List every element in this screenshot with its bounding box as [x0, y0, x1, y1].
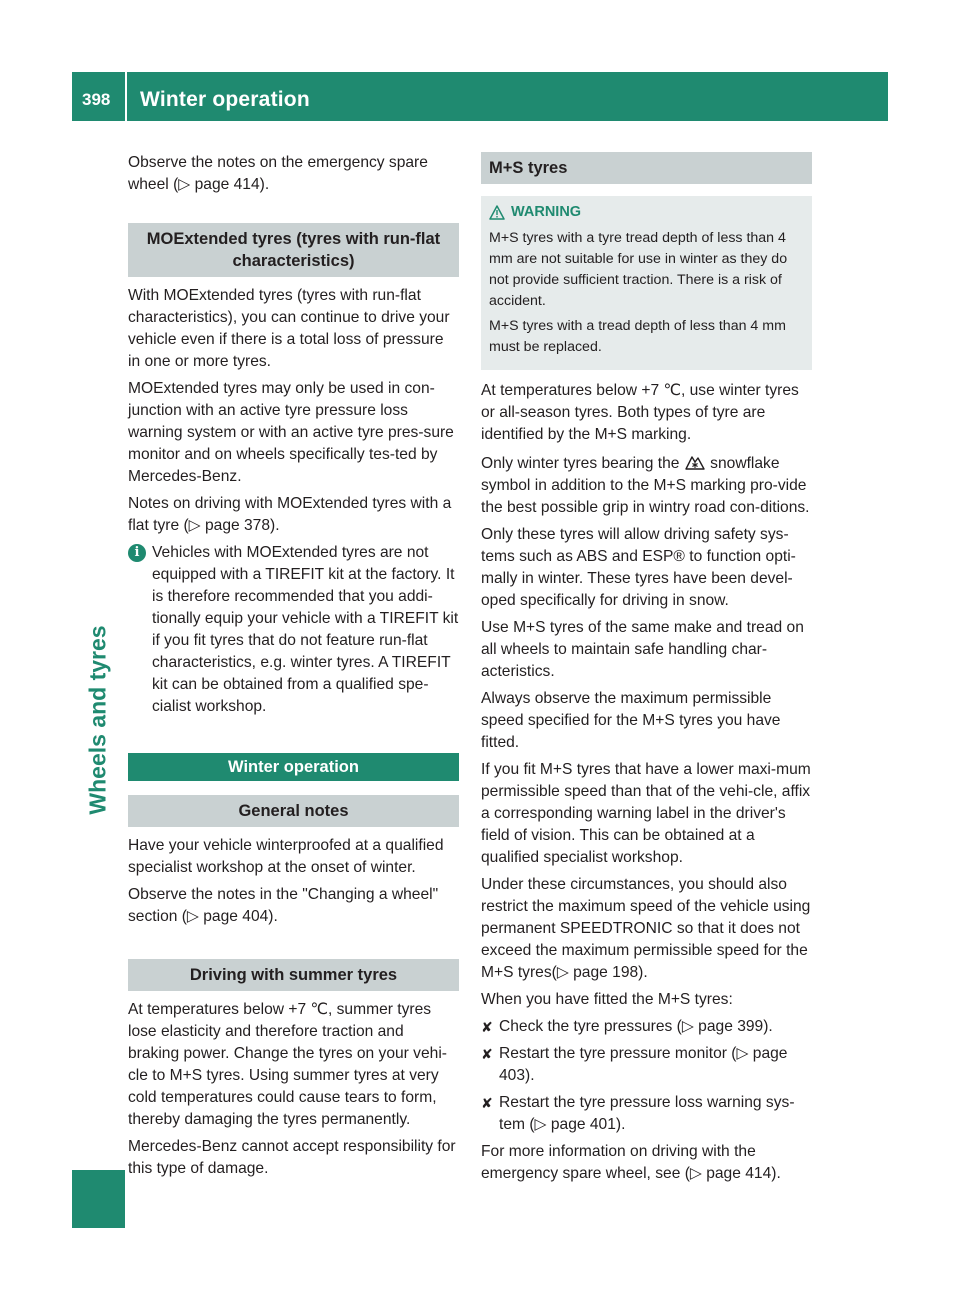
- left-column: [128, 152, 459, 1185]
- page-title: Winter operation: [140, 88, 310, 111]
- step-marker-icon: ✘: [481, 1046, 493, 1062]
- moextended-paragraph-2: MOExtended tyres may only be used in con-junction with an active tyre pressure loss warning system or with an active tyre pres-sure monitor and on wheels specifically tes-ted by Mercedes-Benz.: [128, 380, 454, 485]
- step-marker-icon: ✘: [481, 1095, 493, 1111]
- side-tab-marker: [72, 1170, 125, 1228]
- step-text: Restart the tyre pressure loss warning sys-tem (▷ page 401).: [499, 1094, 795, 1133]
- side-tab-label: Wheels and tyres: [84, 625, 111, 815]
- step-marker-icon: ✘: [481, 1019, 493, 1035]
- header-divider: [125, 72, 127, 121]
- info-note-text: Vehicles with MOExtended tyres are not equipped with a TIREFIT kit at the factory. It is therefore recommended that you addi-tionally equip your vehicle with a TIREFIT kit if you fit tyres that do not feature run-flat characteristics, e.g. winter tyres. A TIREFIT kit can be obtained from a qualified spe-cialist workshop.: [152, 544, 459, 715]
- warning-header: [489, 202, 806, 222]
- ms-paragraph-4: Use M+S tyres of the same make and tread on all wheels to maintain safe handling char-acteristics.: [481, 619, 804, 680]
- warning-paragraph-1: M+S tyres with a tyre tread depth of less than 4 mm are not suitable for use in winter as they do not provide sufficient traction. There is a risk of accident.: [489, 230, 788, 309]
- snowflake-mountain-icon: [684, 451, 706, 471]
- ms-paragraph-3: Only these tyres will allow driving safety sys-tems such as ABS and ESP® to function opti-mally in winter. These tyres have been devel-oped specifically for driving in snow.: [481, 526, 796, 609]
- ms-paragraph-7: Under these circumstances, you should also restrict the maximum speed of the vehicle using permanent SPEEDTRONIC so that it does not exceed the maximum permissible speed for the M+S tyres(▷ page 198).: [481, 876, 811, 981]
- info-icon: i: [128, 544, 146, 562]
- intro-paragraph: Observe the notes on the emergency spare wheel (▷ page 414).: [128, 154, 428, 193]
- right-column: [481, 152, 812, 1190]
- moextended-paragraph-3: Notes on driving with MOExtended tyres with a flat tyre (▷ page 378).: [128, 495, 452, 534]
- summer-paragraph-2: Mercedes-Benz cannot accept responsibility for this type of damage.: [128, 1138, 456, 1177]
- general-paragraph-1: Have your vehicle winterproofed at a qualified specialist workshop at the onset of winter.: [128, 837, 444, 876]
- snowflake-text-before: Only winter tyres bearing the: [481, 455, 680, 472]
- moextended-heading: MOExtended tyres (tyres with run-flat characteristics): [128, 223, 459, 277]
- step-text: Check the tyre pressures (▷ page 399).: [499, 1018, 773, 1035]
- info-note: [128, 542, 459, 723]
- general-paragraph-2: Observe the notes in the "Changing a wheel" section (▷ page 404).: [128, 886, 439, 925]
- warning-triangle-icon: [489, 205, 505, 220]
- summer-tyres-heading: Driving with summer tyres: [128, 959, 459, 991]
- ms-paragraph-1: At temperatures below +7 ℃, use winter tyres or all-season tyres. Both types of tyre are identified by the M+S marking.: [481, 382, 799, 443]
- ms-tyres-heading: M+S tyres: [481, 152, 812, 184]
- step-item: [481, 1043, 812, 1092]
- step-item: [481, 1016, 812, 1043]
- warning-paragraph-2: M+S tyres with a tread depth of less than 4 mm must be replaced.: [489, 318, 786, 355]
- snowflake-text-after: snowflake symbol in addition to the M+S marking pro-vide the best possible grip in wintry road con-ditions.: [481, 455, 810, 516]
- winter-operation-heading: Winter operation: [128, 753, 459, 781]
- summer-paragraph-1: At temperatures below +7 ℃, summer tyres lose elasticity and therefore traction and braking power. Change the tyres on your vehi-cle to M+S tyres. Using summer tyres at very cold temperatures could cause tears to form, thereby damaging the tyres permanently.: [128, 1001, 447, 1128]
- ms-paragraph-2: [481, 451, 812, 519]
- moextended-paragraph-1: With MOExtended tyres (tyres with run-flat characteristics), you can continue to drive your vehicle even if there is a total loss of pressure in one or more tyres.: [128, 287, 450, 370]
- ms-paragraph-8: When you have fitted the M+S tyres:: [481, 991, 733, 1008]
- step-text: Restart the tyre pressure monitor (▷ page 403).: [499, 1045, 788, 1084]
- ms-paragraph-9: For more information on driving with the emergency spare wheel, see (▷ page 414).: [481, 1143, 781, 1182]
- page-number: 398: [82, 90, 111, 109]
- ms-paragraph-6: If you fit M+S tyres that have a lower maxi-mum permissible speed than that of the vehi-cle, affix a corresponding warning label in the driver's field of vision. This can be obtained at a qualified specialist workshop.: [481, 761, 811, 866]
- ms-paragraph-5: Always observe the maximum permissible speed specified for the M+S tyres you have fitted.: [481, 690, 781, 751]
- general-notes-heading: General notes: [128, 795, 459, 827]
- warning-label: WARNING: [511, 204, 582, 220]
- step-item: [481, 1092, 812, 1141]
- warning-box: [481, 196, 812, 370]
